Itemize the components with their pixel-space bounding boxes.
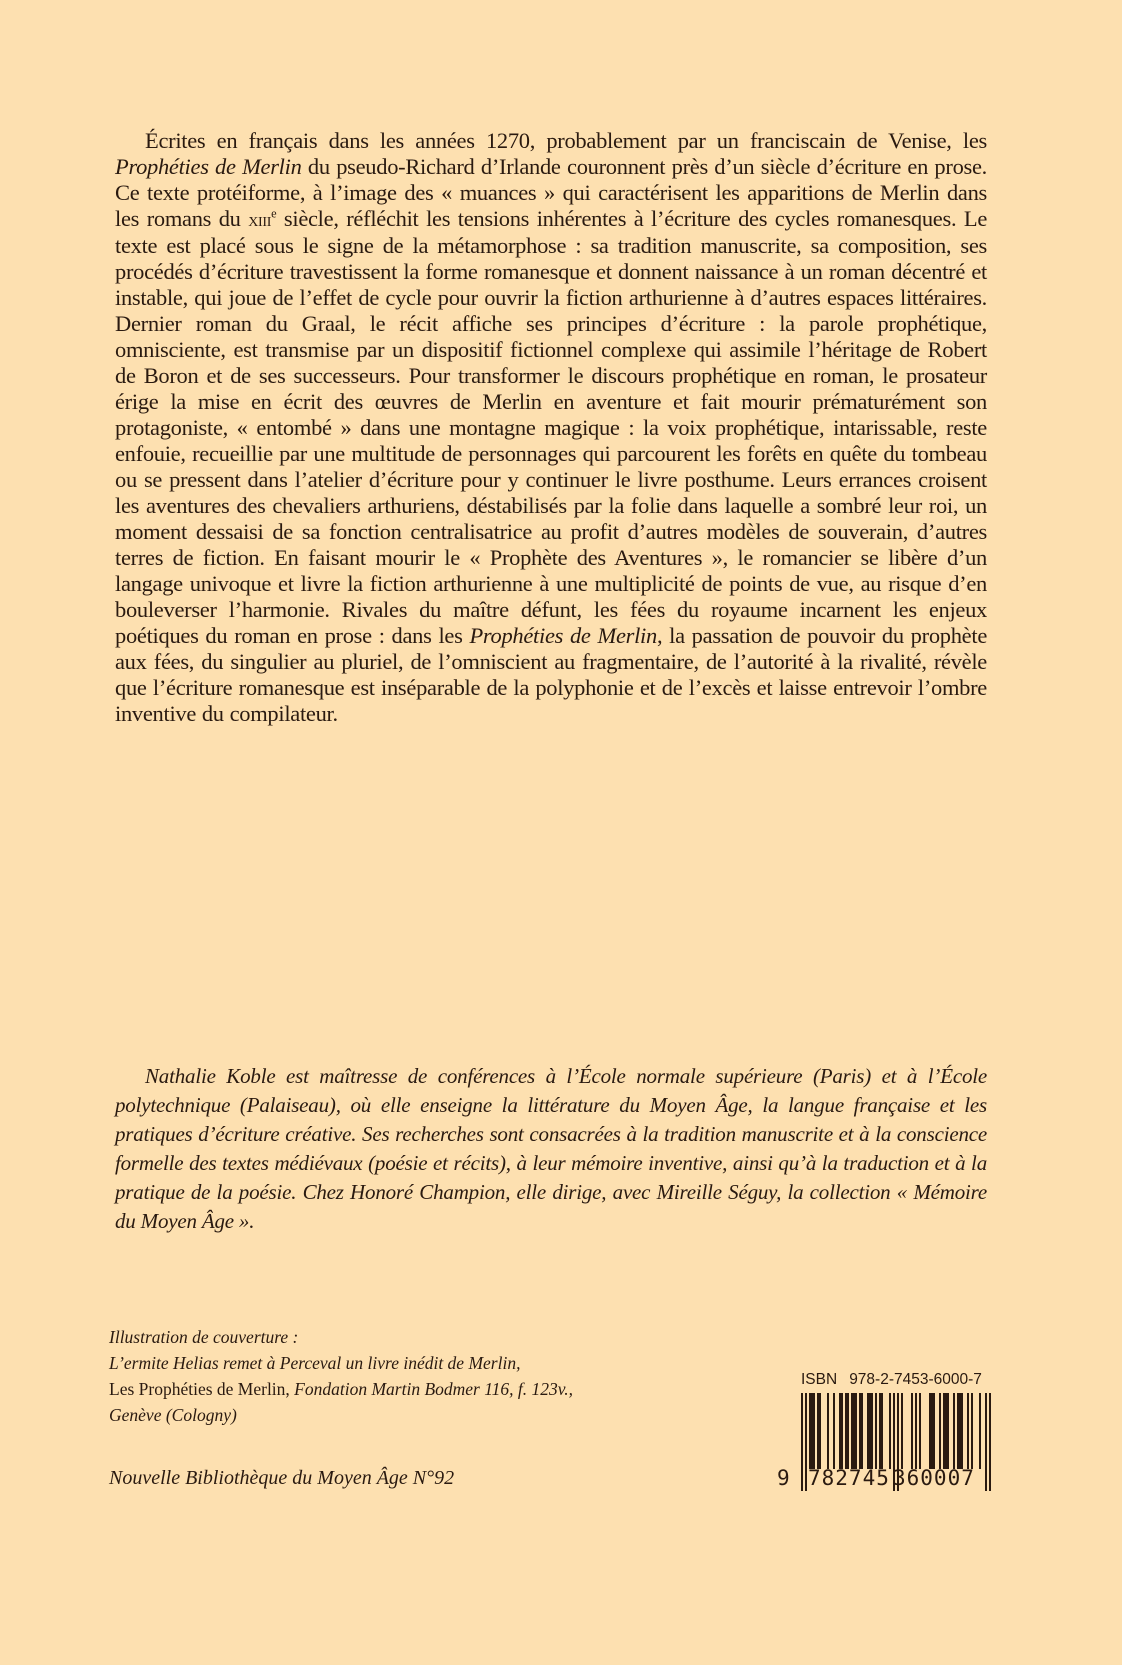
credits-caption: L’ermite Helias remet à Perceval un livre inédit de Merlin,: [109, 1353, 521, 1373]
barcode-bar: [827, 1393, 829, 1469]
barcode-bar: [847, 1393, 849, 1469]
series-name: Nouvelle Bibliothèque du Moyen Âge N°92: [109, 1467, 455, 1489]
barcode-bar: [871, 1393, 873, 1469]
barcode-bar: [979, 1393, 981, 1469]
barcode-bar: [971, 1393, 973, 1469]
barcode-bar: [959, 1393, 961, 1469]
barcode-bar: [911, 1393, 913, 1469]
barcode-bar: [881, 1393, 883, 1469]
book-title: Prophéties de Merlin: [469, 623, 657, 648]
barcode-bar: [819, 1393, 821, 1469]
barcode-bar: [953, 1393, 955, 1469]
summary-text: Écrites en français dans les années 1270, probablement par un franciscain de Venise, les: [145, 128, 987, 153]
barcode-bar: [855, 1393, 857, 1469]
barcode-guard-bar: [989, 1393, 991, 1491]
barcode-bar: [817, 1393, 819, 1469]
barcode-bar: [915, 1393, 917, 1469]
barcode-bar: [943, 1393, 945, 1469]
book-title: Prophéties de Merlin: [115, 154, 302, 179]
credits-heading: Illustration de couverture :: [109, 1327, 299, 1347]
isbn-number: 978-2-7453-6000-7: [849, 1371, 982, 1388]
barcode-bar: [945, 1393, 947, 1469]
barcode-digits-left: 782745: [808, 1466, 890, 1490]
barcode-guard-bar: [805, 1393, 807, 1491]
summary-text: , la passation de pouvoir du prophète aux fées, du singulier au pluriel, de l’omniscient au fragmentaire, de l’autorité à la rivalité, révèle que l’écriture romanesque est inséparable de la polyphonie et de l’excès et laisse entrevoir l’ombre inventive du compilateur.: [115, 623, 988, 726]
barcode-bar: [933, 1393, 935, 1469]
barcode-guard-bar: [985, 1393, 987, 1491]
credits-source: Fondation Martin Bodmer 116, f. 123v.,: [289, 1379, 574, 1399]
barcode-bar: [947, 1393, 949, 1469]
barcode-bar: [939, 1393, 941, 1469]
barcode-guard-bar: [801, 1393, 803, 1491]
barcode-bar: [967, 1393, 969, 1469]
isbn-prefix: ISBN: [801, 1371, 838, 1388]
credits-work: Les Prophéties de Merlin,: [109, 1379, 290, 1399]
barcode-bar: [853, 1393, 855, 1469]
barcode-bar: [875, 1393, 877, 1469]
barcode-bar: [889, 1393, 891, 1469]
barcode-bar: [919, 1393, 921, 1469]
barcode-bar: [859, 1393, 861, 1469]
barcode-bar: [851, 1393, 853, 1469]
barcode-bar: [901, 1393, 903, 1469]
isbn-label: [801, 1371, 982, 1389]
barcode-bar: [879, 1393, 881, 1469]
century-numeral: xiii: [248, 209, 272, 231]
credits-work-line: [109, 1376, 749, 1402]
barcode-bar: [839, 1393, 841, 1469]
summary-text: siècle, réfléchit les tensions inhérentes à l’écriture des cycles romanesques. Le texte est placé sous le signe de la métamorphose : sa tradition manuscrite, sa composition, ses procédés d’écriture travestissent la forme romanesque et donnent naissance à un roman décentré et instable, qui joue de l’effet de cycle pour ouvrir la fiction arthurienne à d’autres espaces littéraires. Dernier roman du Graal, le récit affiche ses principes d’écriture : la parole prophétique, omnisciente, est transmise par un dispositif fictionnel complexe qui assimile l’héritage de Robert de Boron et de ses successeurs. Pour transformer le discours prophétique en roman, le prosateur érige la mise en écrit des œuvres de Merlin en aventure et fait mourir prématurément son protagoniste, « entombé » dans une montagne magique : la voix prophétique, intarissable, reste enfouie, recueillie par une multitude de personnages qui parcourent les forêts en quête du tombeau ou se pressent dans l’atelier d’écriture pour y continuer le livre posthume. Leurs errances croisent les aventures des chevaliers arthuriens, déstabilisés par la folie dans laquelle a sombré leur roi, un moment dessaisi de sa fonction centralisatrice au profit d’autres modèles de souverain, d’autres terres de fiction. En faisant mourir le « Prophète des Aventures », le romancier se libère d’un langage univoque et livre la fiction arthurienne à une multiplicité de points de vue, au risque d’en bouleverser l’harmonie. Rivales du maître défunt, les fées du royaume incarnent les enjeux poétiques du roman en prose : dans les: [115, 206, 988, 648]
barcode-bar: [869, 1393, 871, 1469]
barcode-bar: [833, 1393, 835, 1469]
author-bio: Nathalie Koble est maîtresse de conférences à l’École normale supérieure (Paris) et à l’École polytechnique (Palaiseau), où elle enseigne la littérature du Moyen Âge, la langue française et les pratiques d’écriture créative. Ses recherches sont consacrées à la tradition manuscrite et à la conscience formelle des textes médiévaux (poésie et récits), à leur mémoire inventive, ainsi qu’à la traduction et à la pratique de la poésie. Chez Honoré Champion, elle dirige, avec Mireille Séguy, la collection « Mémoire du Moyen Âge ».: [115, 1064, 987, 1233]
barcode-bar: [845, 1393, 847, 1469]
barcode-bar: [931, 1393, 933, 1469]
cover-illustration-credits: [109, 1324, 749, 1428]
credits-place: Genève (Cologny): [109, 1405, 237, 1425]
barcode-bar: [809, 1393, 811, 1469]
barcode-bar: [861, 1393, 863, 1469]
summary-paragraph: [115, 128, 987, 727]
barcode-digits-right: 360007: [893, 1466, 975, 1490]
barcode-bar: [813, 1393, 815, 1469]
barcode-digit-first: 9: [777, 1466, 790, 1490]
barcode-bar: [867, 1393, 869, 1469]
century-superscript: e: [271, 206, 277, 221]
barcode-bar: [811, 1393, 813, 1469]
barcode-bar: [841, 1393, 843, 1469]
barcode-bar: [929, 1393, 931, 1469]
summary-text: du pseudo-Richard d’Irlande couronnent près d’un siècle d’écriture en prose. Ce texte protéiforme, à l’image des « muances » qui caractérisent les apparitions de Merlin dans les romans du: [115, 154, 987, 231]
barcode-bar: [957, 1393, 959, 1469]
barcode-bar: [961, 1393, 963, 1469]
